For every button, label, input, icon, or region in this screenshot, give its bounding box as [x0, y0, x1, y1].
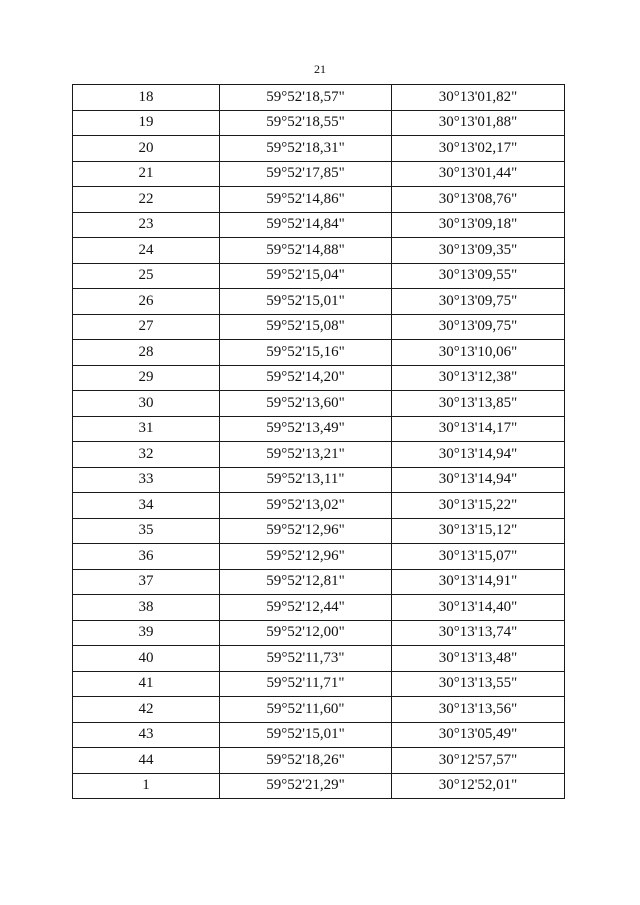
latitude-cell: 59°52'14,86"	[220, 187, 392, 213]
table-row	[73, 493, 565, 519]
coordinates-table	[72, 84, 565, 799]
point-number-cell: 34	[73, 493, 220, 519]
point-number-cell: 29	[73, 365, 220, 391]
longitude-cell: 30°12'57,57"	[392, 748, 565, 774]
latitude-cell: 59°52'18,31"	[220, 136, 392, 162]
latitude-cell: 59°52'17,85"	[220, 161, 392, 187]
latitude-cell: 59°52'13,49"	[220, 416, 392, 442]
table-row	[73, 85, 565, 111]
table-row	[73, 238, 565, 264]
longitude-cell: 30°13'09,18"	[392, 212, 565, 238]
table-row	[73, 518, 565, 544]
longitude-cell: 30°13'13,56"	[392, 697, 565, 723]
latitude-cell: 59°52'15,16"	[220, 340, 392, 366]
longitude-cell: 30°13'09,55"	[392, 263, 565, 289]
table-row	[73, 442, 565, 468]
longitude-cell: 30°13'02,17"	[392, 136, 565, 162]
point-number-cell: 35	[73, 518, 220, 544]
table-row	[73, 748, 565, 774]
table-row	[73, 365, 565, 391]
point-number-cell: 39	[73, 620, 220, 646]
coordinates-table-body	[73, 85, 565, 799]
point-number-cell: 18	[73, 85, 220, 111]
longitude-cell: 30°13'15,12"	[392, 518, 565, 544]
table-row	[73, 340, 565, 366]
table-row	[73, 544, 565, 570]
point-number-cell: 33	[73, 467, 220, 493]
latitude-cell: 59°52'15,04"	[220, 263, 392, 289]
longitude-cell: 30°12'52,01"	[392, 773, 565, 799]
latitude-cell: 59°52'13,21"	[220, 442, 392, 468]
longitude-cell: 30°13'14,40"	[392, 595, 565, 621]
table-row	[73, 212, 565, 238]
longitude-cell: 30°13'12,38"	[392, 365, 565, 391]
point-number-cell: 43	[73, 722, 220, 748]
point-number-cell: 42	[73, 697, 220, 723]
table-row	[73, 467, 565, 493]
table-row	[73, 263, 565, 289]
longitude-cell: 30°13'09,75"	[392, 289, 565, 315]
table-row	[73, 671, 565, 697]
latitude-cell: 59°52'15,08"	[220, 314, 392, 340]
longitude-cell: 30°13'10,06"	[392, 340, 565, 366]
point-number-cell: 19	[73, 110, 220, 136]
table-row	[73, 773, 565, 799]
latitude-cell: 59°52'18,26"	[220, 748, 392, 774]
longitude-cell: 30°13'13,85"	[392, 391, 565, 417]
table-row	[73, 391, 565, 417]
point-number-cell: 37	[73, 569, 220, 595]
point-number-cell: 26	[73, 289, 220, 315]
latitude-cell: 59°52'12,44"	[220, 595, 392, 621]
table-row	[73, 620, 565, 646]
point-number-cell: 23	[73, 212, 220, 238]
latitude-cell: 59°52'12,96"	[220, 518, 392, 544]
latitude-cell: 59°52'13,60"	[220, 391, 392, 417]
point-number-cell: 1	[73, 773, 220, 799]
point-number-cell: 24	[73, 238, 220, 264]
table-row	[73, 187, 565, 213]
longitude-cell: 30°13'05,49"	[392, 722, 565, 748]
point-number-cell: 38	[73, 595, 220, 621]
point-number-cell: 30	[73, 391, 220, 417]
longitude-cell: 30°13'13,55"	[392, 671, 565, 697]
longitude-cell: 30°13'14,94"	[392, 467, 565, 493]
latitude-cell: 59°52'15,01"	[220, 289, 392, 315]
longitude-cell: 30°13'15,07"	[392, 544, 565, 570]
point-number-cell: 22	[73, 187, 220, 213]
table-row	[73, 697, 565, 723]
latitude-cell: 59°52'12,00"	[220, 620, 392, 646]
table-row	[73, 110, 565, 136]
longitude-cell: 30°13'14,91"	[392, 569, 565, 595]
table-row	[73, 722, 565, 748]
longitude-cell: 30°13'14,94"	[392, 442, 565, 468]
page-number: 21	[314, 62, 326, 76]
latitude-cell: 59°52'13,11"	[220, 467, 392, 493]
point-number-cell: 21	[73, 161, 220, 187]
latitude-cell: 59°52'15,01"	[220, 722, 392, 748]
table-row	[73, 595, 565, 621]
point-number-cell: 40	[73, 646, 220, 672]
point-number-cell: 36	[73, 544, 220, 570]
table-row	[73, 161, 565, 187]
longitude-cell: 30°13'01,44"	[392, 161, 565, 187]
table-row	[73, 289, 565, 315]
longitude-cell: 30°13'13,48"	[392, 646, 565, 672]
point-number-cell: 32	[73, 442, 220, 468]
latitude-cell: 59°52'11,71"	[220, 671, 392, 697]
table-row	[73, 136, 565, 162]
point-number-cell: 27	[73, 314, 220, 340]
latitude-cell: 59°52'14,20"	[220, 365, 392, 391]
table-row	[73, 416, 565, 442]
point-number-cell: 20	[73, 136, 220, 162]
longitude-cell: 30°13'14,17"	[392, 416, 565, 442]
latitude-cell: 59°52'12,96"	[220, 544, 392, 570]
longitude-cell: 30°13'01,88"	[392, 110, 565, 136]
longitude-cell: 30°13'01,82"	[392, 85, 565, 111]
longitude-cell: 30°13'09,75"	[392, 314, 565, 340]
point-number-cell: 28	[73, 340, 220, 366]
longitude-cell: 30°13'09,35"	[392, 238, 565, 264]
latitude-cell: 59°52'13,02"	[220, 493, 392, 519]
latitude-cell: 59°52'12,81"	[220, 569, 392, 595]
table-row	[73, 646, 565, 672]
latitude-cell: 59°52'18,57"	[220, 85, 392, 111]
point-number-cell: 31	[73, 416, 220, 442]
table-row	[73, 569, 565, 595]
point-number-cell: 25	[73, 263, 220, 289]
latitude-cell: 59°52'14,84"	[220, 212, 392, 238]
table-row	[73, 314, 565, 340]
point-number-cell: 41	[73, 671, 220, 697]
latitude-cell: 59°52'18,55"	[220, 110, 392, 136]
point-number-cell: 44	[73, 748, 220, 774]
latitude-cell: 59°52'21,29"	[220, 773, 392, 799]
latitude-cell: 59°52'11,73"	[220, 646, 392, 672]
latitude-cell: 59°52'14,88"	[220, 238, 392, 264]
latitude-cell: 59°52'11,60"	[220, 697, 392, 723]
longitude-cell: 30°13'13,74"	[392, 620, 565, 646]
longitude-cell: 30°13'08,76"	[392, 187, 565, 213]
longitude-cell: 30°13'15,22"	[392, 493, 565, 519]
